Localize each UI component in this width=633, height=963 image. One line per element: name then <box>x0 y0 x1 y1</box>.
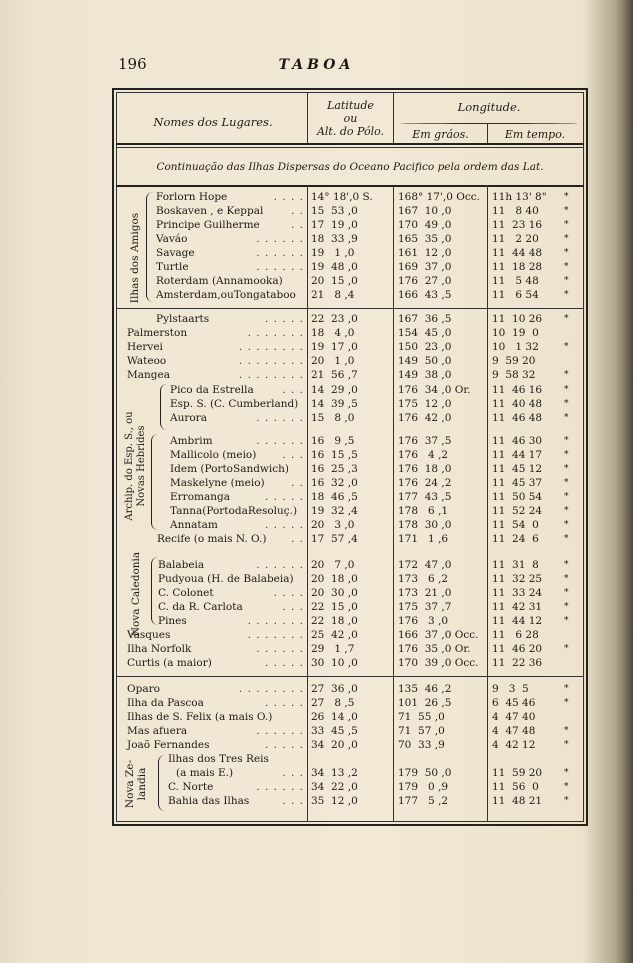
place-name: Amsterdam,ouTongataboo <box>156 289 296 301</box>
longitude-degrees-value: 176 18 ,0 <box>398 463 452 475</box>
longitude-time-value: 11 44 12 <box>492 615 543 627</box>
latitude-value: 19 1 ,0 <box>311 247 355 259</box>
leader-dots: . . . . . <box>264 491 304 503</box>
longitude-degrees-value: 173 21 ,0 <box>398 587 452 599</box>
longitude-time-value: 11h 13' 8" <box>492 191 547 203</box>
table-row <box>0 312 633 327</box>
star-mark: * <box>564 342 569 352</box>
longitude-degrees-value: 167 10 ,0 <box>398 205 452 217</box>
star-mark: * <box>564 616 569 626</box>
continuation-title: Continuação das Ilhas Dispersas do Oceano Pacifico pela ordem das Lat. <box>156 161 544 173</box>
longitude-degrees-value: 173 6 ,2 <box>398 573 449 585</box>
latitude-value: 30 10 ,0 <box>311 657 358 669</box>
longitude-degrees-value: 71 55 ,0 <box>398 711 445 723</box>
place-name: Bahia das Ilhas <box>168 795 250 807</box>
latitude-value: 21 56 ,7 <box>311 369 358 381</box>
star-mark: * <box>564 574 569 584</box>
longitude-degrees-value: 149 50 ,0 <box>398 355 452 367</box>
star-mark: * <box>564 192 569 202</box>
leader-dots: . . . . . . . . <box>238 355 304 367</box>
place-name: Mangea <box>127 369 170 381</box>
group-separator <box>116 308 584 309</box>
header-longitude: Longitude. <box>457 100 521 114</box>
leader-dots: . . . . . . <box>256 725 304 737</box>
star-mark: * <box>564 290 569 300</box>
place-name: Recife (o mais N. O.) <box>157 533 267 545</box>
star-mark: * <box>564 234 569 244</box>
longitude-time-value: 11 48 21 <box>492 795 543 807</box>
leader-dots: . . . . . <box>264 697 304 709</box>
table-row <box>0 462 633 477</box>
table-row <box>0 411 633 426</box>
longitude-degrees-value: 166 43 ,5 <box>398 289 452 301</box>
longitude-degrees-value: 175 37 ,7 <box>398 601 452 613</box>
latitude-value: 17 19 ,0 <box>311 219 358 231</box>
table-row <box>0 288 633 303</box>
longitude-time-value: 4 47 48 <box>492 725 536 737</box>
longitude-time-value: 11 59 20 <box>492 767 543 779</box>
table-row <box>0 368 633 383</box>
latitude-value: 14° 18',0 S. <box>311 191 373 203</box>
table-row <box>0 476 633 491</box>
table-row <box>0 326 633 341</box>
longitude-degrees-value: 178 30 ,0 <box>398 519 452 531</box>
leader-dots: . . <box>290 533 304 545</box>
latitude-value: 29 1 ,7 <box>311 643 355 655</box>
leader-dots: . . . . <box>273 191 304 203</box>
brace-amigos <box>146 192 153 302</box>
longitude-degrees-value: 169 37 ,0 <box>398 261 452 273</box>
place-name: Savage <box>156 247 195 259</box>
latitude-value: 15 8 ,0 <box>311 412 355 424</box>
longitude-degrees-value: 170 49 ,0 <box>398 219 452 231</box>
longitude-degrees-value: 175 12 ,0 <box>398 398 452 410</box>
star-mark: * <box>564 478 569 488</box>
latitude-value: 20 18 ,0 <box>311 573 358 585</box>
header-lat-3: Alt. do Pólo. <box>316 125 385 138</box>
leader-dots: . . <box>290 219 304 231</box>
place-name: Ilha da Pascoa <box>127 697 204 709</box>
star-mark: * <box>564 506 569 516</box>
longitude-degrees-value: 135 46 ,2 <box>398 683 452 695</box>
leader-dots: . . . . . . <box>256 247 304 259</box>
table-row <box>0 504 633 519</box>
leader-dots: . . . . . . <box>256 781 304 793</box>
place-name: Idem (PortoSandwich) <box>170 463 290 475</box>
star-mark: * <box>564 560 569 570</box>
table-row <box>0 642 633 657</box>
latitude-value: 16 32 ,0 <box>311 477 358 489</box>
longitude-degrees-value: 161 12 ,0 <box>398 247 452 259</box>
latitude-value: 20 3 ,0 <box>311 519 355 531</box>
table-row <box>0 518 633 533</box>
longitude-degrees-value: 176 37 ,5 <box>398 435 452 447</box>
page-title: TABOA <box>278 57 355 73</box>
longitude-degrees-value: 176 42 ,0 <box>398 412 452 424</box>
latitude-value: 20 1 ,0 <box>311 355 355 367</box>
continuation-rule <box>116 185 584 187</box>
star-mark: * <box>564 602 569 612</box>
longitude-degrees-value: 177 5 ,2 <box>398 795 449 807</box>
leader-dots: . . . <box>282 795 304 807</box>
leader-dots: . . . . . <box>264 739 304 751</box>
place-name: Boskaven , e Keppal <box>156 205 264 217</box>
longitude-degrees-value: 101 26 ,5 <box>398 697 452 709</box>
brace-hebrides-1 <box>160 384 167 430</box>
leader-dots: . . . . . . . . <box>238 369 304 381</box>
latitude-value: 16 15 ,5 <box>311 449 358 461</box>
latitude-value: 33 45 ,5 <box>311 725 358 737</box>
longitude-time-value: 11 52 24 <box>492 505 543 517</box>
leader-dots: . . . . . . . <box>247 615 304 627</box>
leader-dots: . . . . . . . . <box>238 683 304 695</box>
leader-dots: . . . . . . . . <box>238 341 304 353</box>
table-row <box>0 246 633 261</box>
longitude-degrees-value: 176 27 ,0 <box>398 275 452 287</box>
place-name: Ilhas de S. Felix (a mais O.) <box>127 711 273 723</box>
longitude-degrees-value: 178 6 ,1 <box>398 505 449 517</box>
table-row <box>0 490 633 505</box>
longitude-degrees-value: 179 50 ,0 <box>398 767 452 779</box>
longitude-time-value: 11 6 54 <box>492 289 539 301</box>
star-mark: * <box>564 644 569 654</box>
latitude-value: 22 15 ,0 <box>311 601 358 613</box>
place-name: Forlorn Hope <box>156 191 228 203</box>
place-name: Ambrim <box>170 435 213 447</box>
latitude-value: 17 57 ,4 <box>311 533 358 545</box>
place-name: Mallicolo (meio) <box>170 449 257 461</box>
star-mark: * <box>564 370 569 380</box>
place-name: Vasques <box>127 629 171 641</box>
latitude-value: 34 22 ,0 <box>311 781 358 793</box>
longitude-time-value: 11 22 36 <box>492 657 543 669</box>
place-name: Oparo <box>127 683 160 695</box>
star-mark: * <box>564 492 569 502</box>
place-name: Hervei <box>127 341 163 353</box>
leader-dots: . . . . . . <box>256 435 304 447</box>
leader-dots: . . . . . <box>264 657 304 669</box>
star-mark: * <box>564 768 569 778</box>
table-row <box>0 600 633 615</box>
longitude-degrees-value: 70 33 ,9 <box>398 739 445 751</box>
leader-dots: . . . <box>282 601 304 613</box>
table-row <box>0 614 633 629</box>
table-row <box>0 738 633 753</box>
star-mark: * <box>564 248 569 258</box>
brace-hebrides-2 <box>151 434 158 530</box>
star-mark: * <box>564 220 569 230</box>
table-row <box>0 696 633 711</box>
table-row <box>0 190 633 205</box>
latitude-value: 22 18 ,0 <box>311 615 358 627</box>
group-separator <box>116 676 584 677</box>
latitude-value: 14 39 ,5 <box>311 398 358 410</box>
leader-dots: . . . <box>282 384 304 396</box>
place-name: C. Colonet <box>158 587 214 599</box>
table-row <box>0 656 633 671</box>
table-row <box>0 354 633 369</box>
latitude-value: 26 14 ,0 <box>311 711 358 723</box>
longitude-time-value: 11 54 0 <box>492 519 539 531</box>
longitude-degrees-value: 154 45 ,0 <box>398 327 452 339</box>
longitude-time-value: 11 45 37 <box>492 477 543 489</box>
star-mark: * <box>564 740 569 750</box>
star-mark: * <box>564 314 569 324</box>
latitude-value: 34 13 ,2 <box>311 767 358 779</box>
longitude-time-value: 11 46 16 <box>492 384 543 396</box>
table-row <box>0 752 633 767</box>
table-row <box>0 628 633 643</box>
latitude-value: 35 12 ,0 <box>311 795 358 807</box>
longitude-degrees-value: 171 1 ,6 <box>398 533 449 545</box>
star-mark: * <box>564 520 569 530</box>
table-row <box>0 710 633 725</box>
longitude-time-value: 11 5 48 <box>492 275 539 287</box>
longitude-degrees-value: 176 34 ,0 Or. <box>398 384 471 396</box>
table-row <box>0 780 633 795</box>
leader-dots: . . . . . . <box>256 559 304 571</box>
table-row <box>0 532 633 547</box>
star-mark: * <box>564 276 569 286</box>
star-mark: * <box>564 684 569 694</box>
leader-dots: . . . . . . <box>256 261 304 273</box>
table-row <box>0 232 633 247</box>
place-name: C. da R. Carlota <box>158 601 243 613</box>
place-name: C. Norte <box>168 781 214 793</box>
longitude-time-value: 4 47 40 <box>492 711 536 723</box>
table-row <box>0 274 633 289</box>
longitude-degrees-value: 167 36 ,5 <box>398 313 452 325</box>
table-row <box>0 218 633 233</box>
place-name: Palmerston <box>127 327 188 339</box>
star-mark: * <box>564 413 569 423</box>
table-row <box>0 434 633 449</box>
leader-dots: . . . . . <box>264 313 304 325</box>
place-name: Erromanga <box>170 491 230 503</box>
header-long-time: Em tempo. <box>504 128 566 141</box>
place-name: Pudyoua (H. de Balabeia) <box>158 573 294 585</box>
place-name: Pylstaarts <box>156 313 210 325</box>
latitude-value: 22 23 ,0 <box>311 313 358 325</box>
leader-dots: . . <box>290 477 304 489</box>
longitude-degrees-value: 168° 17',0 Occ. <box>398 191 480 203</box>
star-mark: * <box>564 262 569 272</box>
place-name: Vaváo <box>156 233 188 245</box>
place-name: Joaõ Fernandes <box>127 739 210 751</box>
table-row <box>0 340 633 355</box>
longitude-time-value: 10 19 0 <box>492 327 539 339</box>
leader-dots: . . <box>290 205 304 217</box>
latitude-value: 16 9 ,5 <box>311 435 355 447</box>
star-mark: * <box>564 796 569 806</box>
star-mark: * <box>564 399 569 409</box>
table-row <box>0 558 633 573</box>
place-name: Turtle <box>156 261 189 273</box>
star-mark: * <box>564 385 569 395</box>
longitude-time-value: 9 59 20 <box>492 355 536 367</box>
longitude-time-value: 11 46 30 <box>492 435 543 447</box>
latitude-value: 20 7 ,0 <box>311 559 355 571</box>
longitude-time-value: 4 42 12 <box>492 739 536 751</box>
place-name: Roterdam (Annamooka) <box>156 275 283 287</box>
header-names: Nomes dos Lugares. <box>153 115 273 129</box>
longitude-degrees-value: 149 38 ,0 <box>398 369 452 381</box>
leader-dots: . . . <box>282 767 304 779</box>
table-row <box>0 397 633 412</box>
brace-zelandia <box>158 755 165 811</box>
place-name: Aurora <box>170 412 207 424</box>
longitude-time-value: 11 23 16 <box>492 219 543 231</box>
longitude-time-value: 9 3 5 <box>492 683 529 695</box>
longitude-degrees-value: 150 23 ,0 <box>398 341 452 353</box>
page-number: 196 <box>118 55 147 73</box>
star-mark: * <box>564 534 569 544</box>
latitude-value: 34 20 ,0 <box>311 739 358 751</box>
longitude-time-value: 11 18 28 <box>492 261 543 273</box>
longitude-degrees-value: 176 24 ,2 <box>398 477 452 489</box>
longitude-degrees-value: 176 35 ,0 Or. <box>398 643 471 655</box>
latitude-value: 19 48 ,0 <box>311 261 358 273</box>
leader-dots: . . . . . . . <box>247 629 304 641</box>
longitude-time-value: 11 50 54 <box>492 491 543 503</box>
latitude-value: 16 25 ,3 <box>311 463 358 475</box>
longitude-time-value: 11 56 0 <box>492 781 539 793</box>
latitude-value: 18 33 ,9 <box>311 233 358 245</box>
place-name: Ilha Norfolk <box>127 643 192 655</box>
star-mark: * <box>564 698 569 708</box>
star-mark: * <box>564 450 569 460</box>
star-mark: * <box>564 726 569 736</box>
place-name: Balabeia <box>158 559 205 571</box>
table-row <box>0 448 633 463</box>
longitude-degrees-value: 170 39 ,0 Occ. <box>398 657 479 669</box>
place-name: Ilhas dos Tres Reis <box>168 753 269 765</box>
leader-dots: . . . <box>282 449 304 461</box>
table-row <box>0 794 633 809</box>
longitude-time-value: 11 2 20 <box>492 233 539 245</box>
longitude-degrees-value: 177 43 ,5 <box>398 491 452 503</box>
place-name: Mas afuera <box>127 725 188 737</box>
longitude-time-value: 11 42 31 <box>492 601 543 613</box>
longitude-time-value: 6 45 46 <box>492 697 536 709</box>
longitude-time-value: 9 58 32 <box>492 369 536 381</box>
latitude-value: 15 53 ,0 <box>311 205 358 217</box>
latitude-value: 14 29 ,0 <box>311 384 358 396</box>
star-mark: * <box>564 436 569 446</box>
latitude-value: 21 8 ,4 <box>311 289 355 301</box>
place-name: Principe Guilherme <box>156 219 260 231</box>
longitude-time-value: 11 46 20 <box>492 643 543 655</box>
star-mark: * <box>564 588 569 598</box>
place-name: Esp. S. (C. Cumberland) <box>170 398 299 410</box>
longitude-degrees-value: 176 3 ,0 <box>398 615 449 627</box>
table-row <box>0 586 633 601</box>
longitude-time-value: 11 46 48 <box>492 412 543 424</box>
table-row <box>0 766 633 781</box>
star-mark: * <box>564 782 569 792</box>
place-name: Annatam <box>170 519 218 531</box>
latitude-value: 18 46 ,5 <box>311 491 358 503</box>
longitude-time-value: 11 45 12 <box>492 463 543 475</box>
longitude-time-value: 11 44 17 <box>492 449 543 461</box>
leader-dots: . . . . . . . <box>247 327 304 339</box>
latitude-value: 25 42 ,0 <box>311 629 358 641</box>
longitude-degrees-value: 179 0 ,9 <box>398 781 449 793</box>
leader-dots: . . . . <box>273 587 304 599</box>
longitude-degrees-value: 176 4 ,2 <box>398 449 449 461</box>
latitude-value: 20 15 ,0 <box>311 275 358 287</box>
group-label-nova-zelandia: Nova Ze- landia <box>124 759 148 809</box>
group-label-novas-hebrides: Archip. do Esp. S., ou Novas Hebrides <box>124 411 147 521</box>
leader-dots: . . . . . . <box>256 233 304 245</box>
longitude-time-value: 11 40 48 <box>492 398 543 410</box>
longitude-time-value: 10 1 32 <box>492 341 539 353</box>
latitude-value: 19 17 ,0 <box>311 341 358 353</box>
longitude-degrees-value: 165 35 ,0 <box>398 233 452 245</box>
longitude-time-value: 11 44 48 <box>492 247 543 259</box>
place-name: Curtis (a maior) <box>127 657 212 669</box>
table-row <box>0 204 633 219</box>
place-name: Pines <box>158 615 187 627</box>
longitude-time-value: 11 6 28 <box>492 629 539 641</box>
table-row <box>0 724 633 739</box>
header-lat-2: ou <box>343 112 358 125</box>
group-label-nova-caledonia: Nova Caledonia <box>130 551 142 637</box>
brace-caledonia <box>151 557 158 625</box>
longitude-time-value: 11 24 6 <box>492 533 539 545</box>
latitude-value: 27 8 ,5 <box>311 697 355 709</box>
header-lat-1: Latitude <box>327 99 374 112</box>
latitude-value: 20 30 ,0 <box>311 587 358 599</box>
leader-dots: . . . . . . <box>256 412 304 424</box>
place-name: (a mais E.) <box>176 767 234 779</box>
longitude-degrees-value: 172 47 ,0 <box>398 559 452 571</box>
star-mark: * <box>564 206 569 216</box>
latitude-value: 18 4 ,0 <box>311 327 355 339</box>
leader-dots: . . . . . <box>264 519 304 531</box>
star-mark: * <box>564 464 569 474</box>
table-row <box>0 383 633 398</box>
table-row <box>0 260 633 275</box>
longitude-time-value: 11 32 25 <box>492 573 543 585</box>
longitude-time-value: 11 33 24 <box>492 587 543 599</box>
latitude-value: 27 36 ,0 <box>311 683 358 695</box>
group-label-ilhas-dos-amigos: Ilhas dos Amigos <box>129 212 141 304</box>
header-rule <box>116 143 584 145</box>
longitude-time-value: 11 31 8 <box>492 559 539 571</box>
latitude-value: 19 32 ,4 <box>311 505 358 517</box>
place-name: Pico da Estrella <box>170 384 254 396</box>
longitude-degrees-value: 71 57 ,0 <box>398 725 445 737</box>
table-row <box>0 682 633 697</box>
header-rule-thin <box>116 147 584 148</box>
header-long-degrees: Em gráos. <box>412 128 469 141</box>
place-name: Maskelyne (meio) <box>170 477 265 489</box>
table-row <box>0 572 633 587</box>
longitude-time-value: 11 10 26 <box>492 313 543 325</box>
longitude-degrees-value: 166 37 ,0 Occ. <box>398 629 479 641</box>
place-name: Tanna(PortodaResoluç.) <box>170 505 298 517</box>
longitude-time-value: 11 8 40 <box>492 205 539 217</box>
place-name: Wateoo <box>127 355 167 367</box>
leader-dots: . . . . . . <box>256 643 304 655</box>
